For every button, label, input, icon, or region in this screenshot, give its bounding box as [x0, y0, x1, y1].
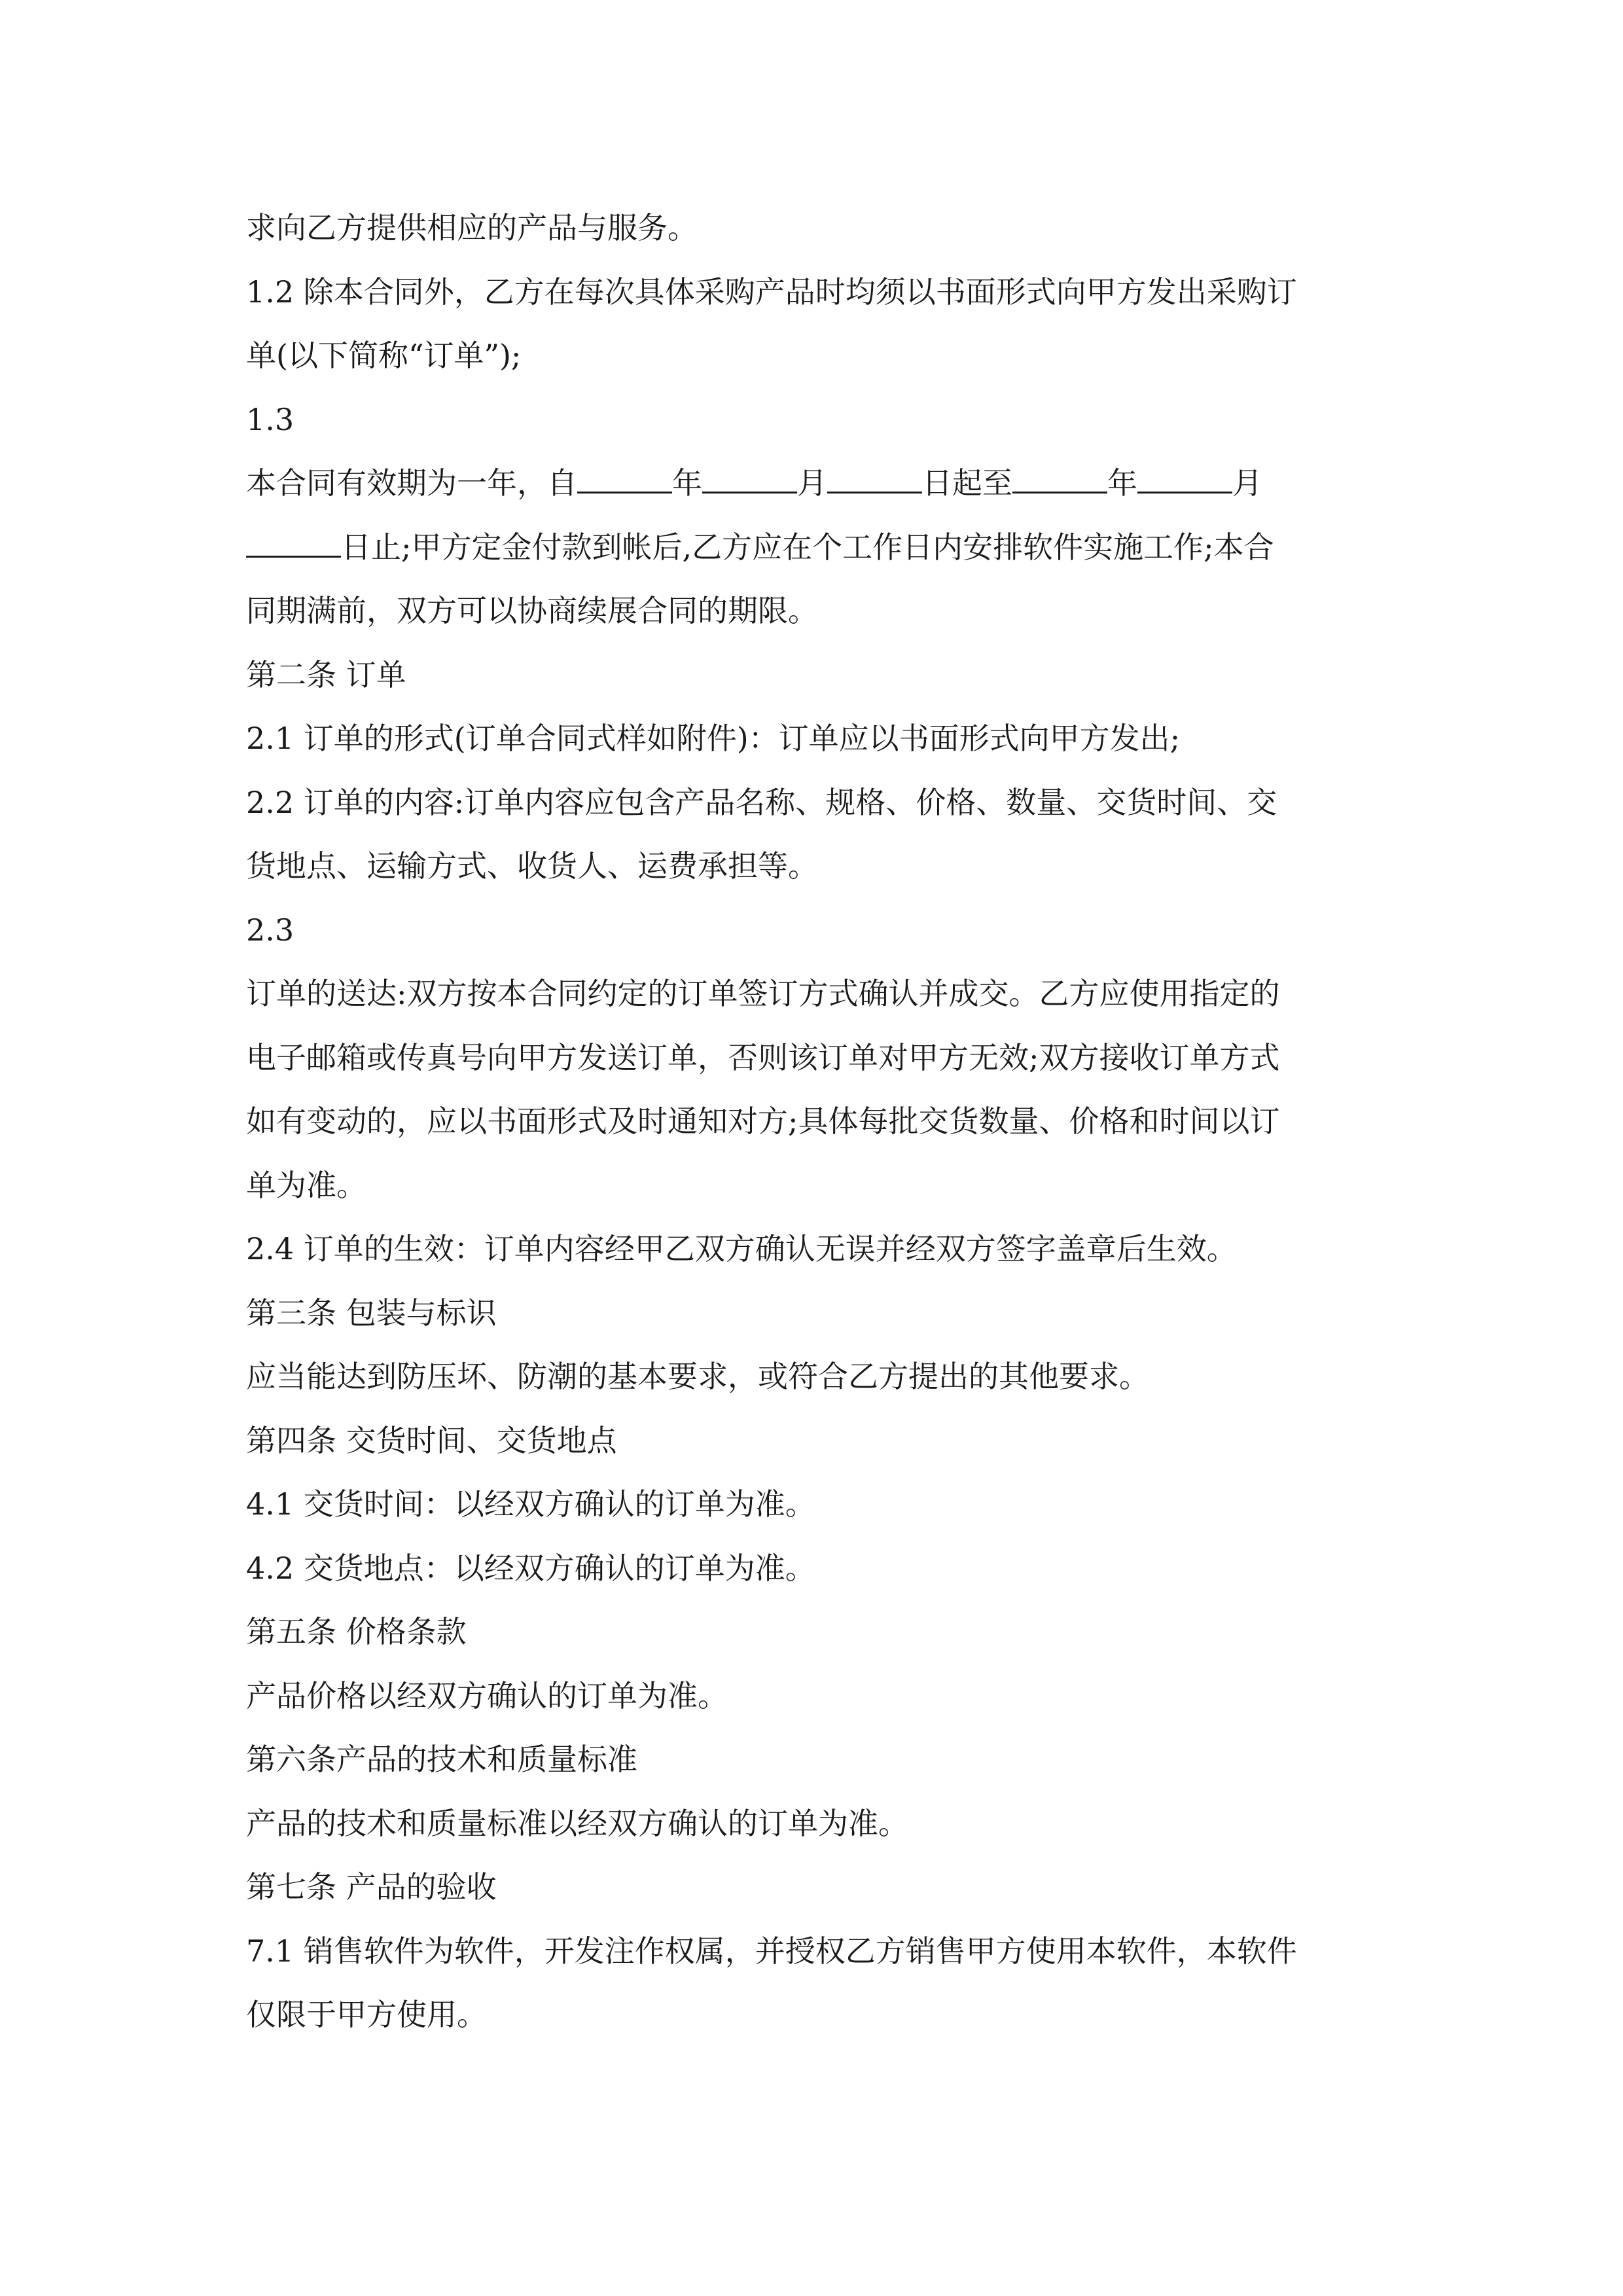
- section-heading: 第七条 产品的验收: [246, 1869, 497, 1905]
- text-line: 产品的技术和质量标准以经双方确认的订单为准。: [246, 1805, 908, 1841]
- validity-period-line: [246, 452, 1378, 516]
- text-segment: 年: [1107, 465, 1137, 501]
- blank-field: [577, 457, 672, 493]
- text-segment: 日起至: [922, 465, 1012, 501]
- text-segment: 月: [1232, 465, 1262, 501]
- document-page: [246, 196, 1378, 2047]
- text-line: 单为准。: [246, 1167, 366, 1203]
- text-line: 电子邮箱或传真号向甲方发送订单，否则该订单对甲方无效;双方接收订单方式: [246, 1039, 1280, 1075]
- section-heading: 第二条 订单: [246, 656, 406, 692]
- text-line: 同期满前，双方可以协商续展合同的期限。: [246, 593, 818, 628]
- text-line: 7.1 销售软件为软件，开发注作权属，并授权乙方销售甲方使用本软件，本软件: [246, 1933, 1297, 1969]
- text-line: 2.1 订单的形式(订单合同式样如附件)：订单应以书面形式向甲方发出;: [246, 721, 1181, 756]
- text-line: 应当能达到防压坏、防潮的基本要求，或符合乙方提出的其他要求。: [246, 1359, 1149, 1394]
- text-line: 1.2 除本合同外，乙方在每次具体采购产品时均须以书面形式向甲方发出采购订: [246, 274, 1297, 310]
- text-line: 4.1 交货时间：以经双方确认的订单为准。: [246, 1486, 815, 1522]
- section-heading: 第五条 价格条款: [246, 1614, 467, 1649]
- text-segment: 年: [672, 465, 702, 501]
- validity-end-line: [246, 516, 1378, 580]
- section-heading: 第三条 包装与标识: [246, 1295, 497, 1331]
- text-line: 2.4 订单的生效：订单内容经甲乙双方确认无误并经双方签字盖章后生效。: [246, 1231, 1237, 1266]
- text-segment: 日止;甲方定金付款到帐后,乙方应在个工作日内安排软件实施工作;本合: [341, 529, 1274, 565]
- text-line: 单(以下简称“订单”);: [246, 338, 522, 373]
- text-line: 2.3: [246, 912, 294, 948]
- text-line: 4.2 交货地点：以经双方确认的订单为准。: [246, 1550, 815, 1586]
- blank-field: [827, 457, 922, 493]
- blank-field: [1137, 457, 1232, 493]
- blank-field: [1012, 457, 1107, 493]
- text-line: 产品价格以经双方确认的订单为准。: [246, 1677, 728, 1713]
- text-line: 1.3: [246, 401, 294, 437]
- section-heading: 第四条 交货时间、交货地点: [246, 1422, 617, 1458]
- text-line: 订单的送达:双方按本合同约定的订单签订方式确认并成交。乙方应使用指定的: [246, 976, 1280, 1011]
- blank-field: [246, 522, 341, 558]
- text-line: 货地点、运输方式、收货人、运费承担等。: [246, 848, 818, 884]
- text-line: 如有变动的，应以书面形式及时通知对方;具体每批交货数量、价格和时间以订: [246, 1103, 1280, 1139]
- text-segment: 月: [797, 465, 827, 501]
- blank-field: [702, 457, 797, 493]
- section-heading: 第六条产品的技术和质量标准: [246, 1742, 637, 1777]
- text-segment: 本合同有效期为一年，自: [246, 465, 577, 501]
- text-line: 求向乙方提供相应的产品与服务。: [246, 210, 698, 245]
- text-line: 2.2 订单的内容:订单内容应包含产品名称、规格、价格、数量、交货时间、交: [246, 784, 1277, 820]
- text-line: 仅限于甲方使用。: [246, 1997, 487, 2032]
